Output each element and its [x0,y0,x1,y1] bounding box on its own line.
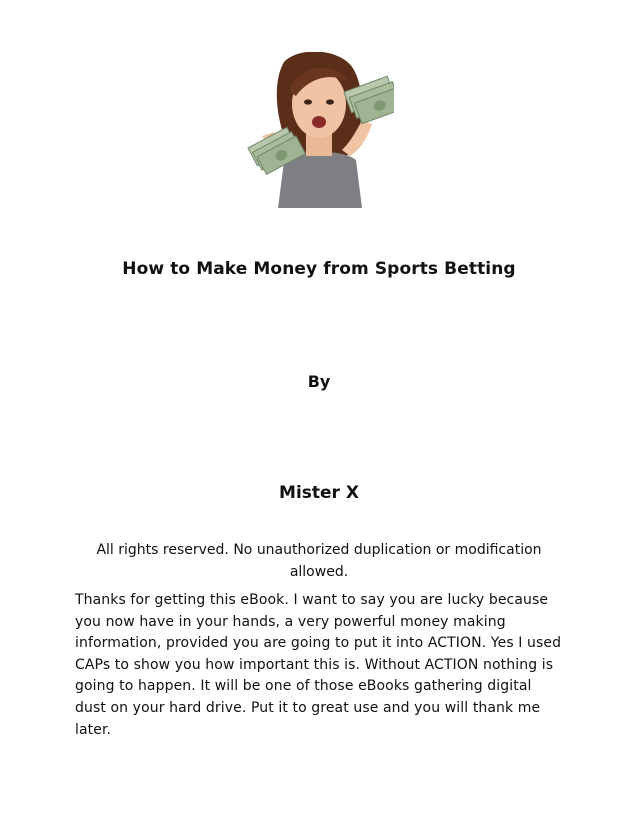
intro-paragraph: Thanks for getting this eBook. I want to say you are lucky because you now have in your hands, a very powerful money making information, provided you are going to put it into ACTION. Yes I used CAPs to show you how important this is. Without ACTION nothing is going to happen. It will be one of those eBooks gathering digital dust on your hard drive. Put it to great use and you will thank me later. [75,592,562,738]
byline-label: By [307,372,331,391]
rights-notice: All rights reserved. No unauthorized duplication or modification allowed. [96,542,542,580]
woman-holding-money-icon [244,52,394,208]
author-name: Mister X [279,483,359,503]
document-title: How to Make Money from Sports Betting [122,259,516,279]
